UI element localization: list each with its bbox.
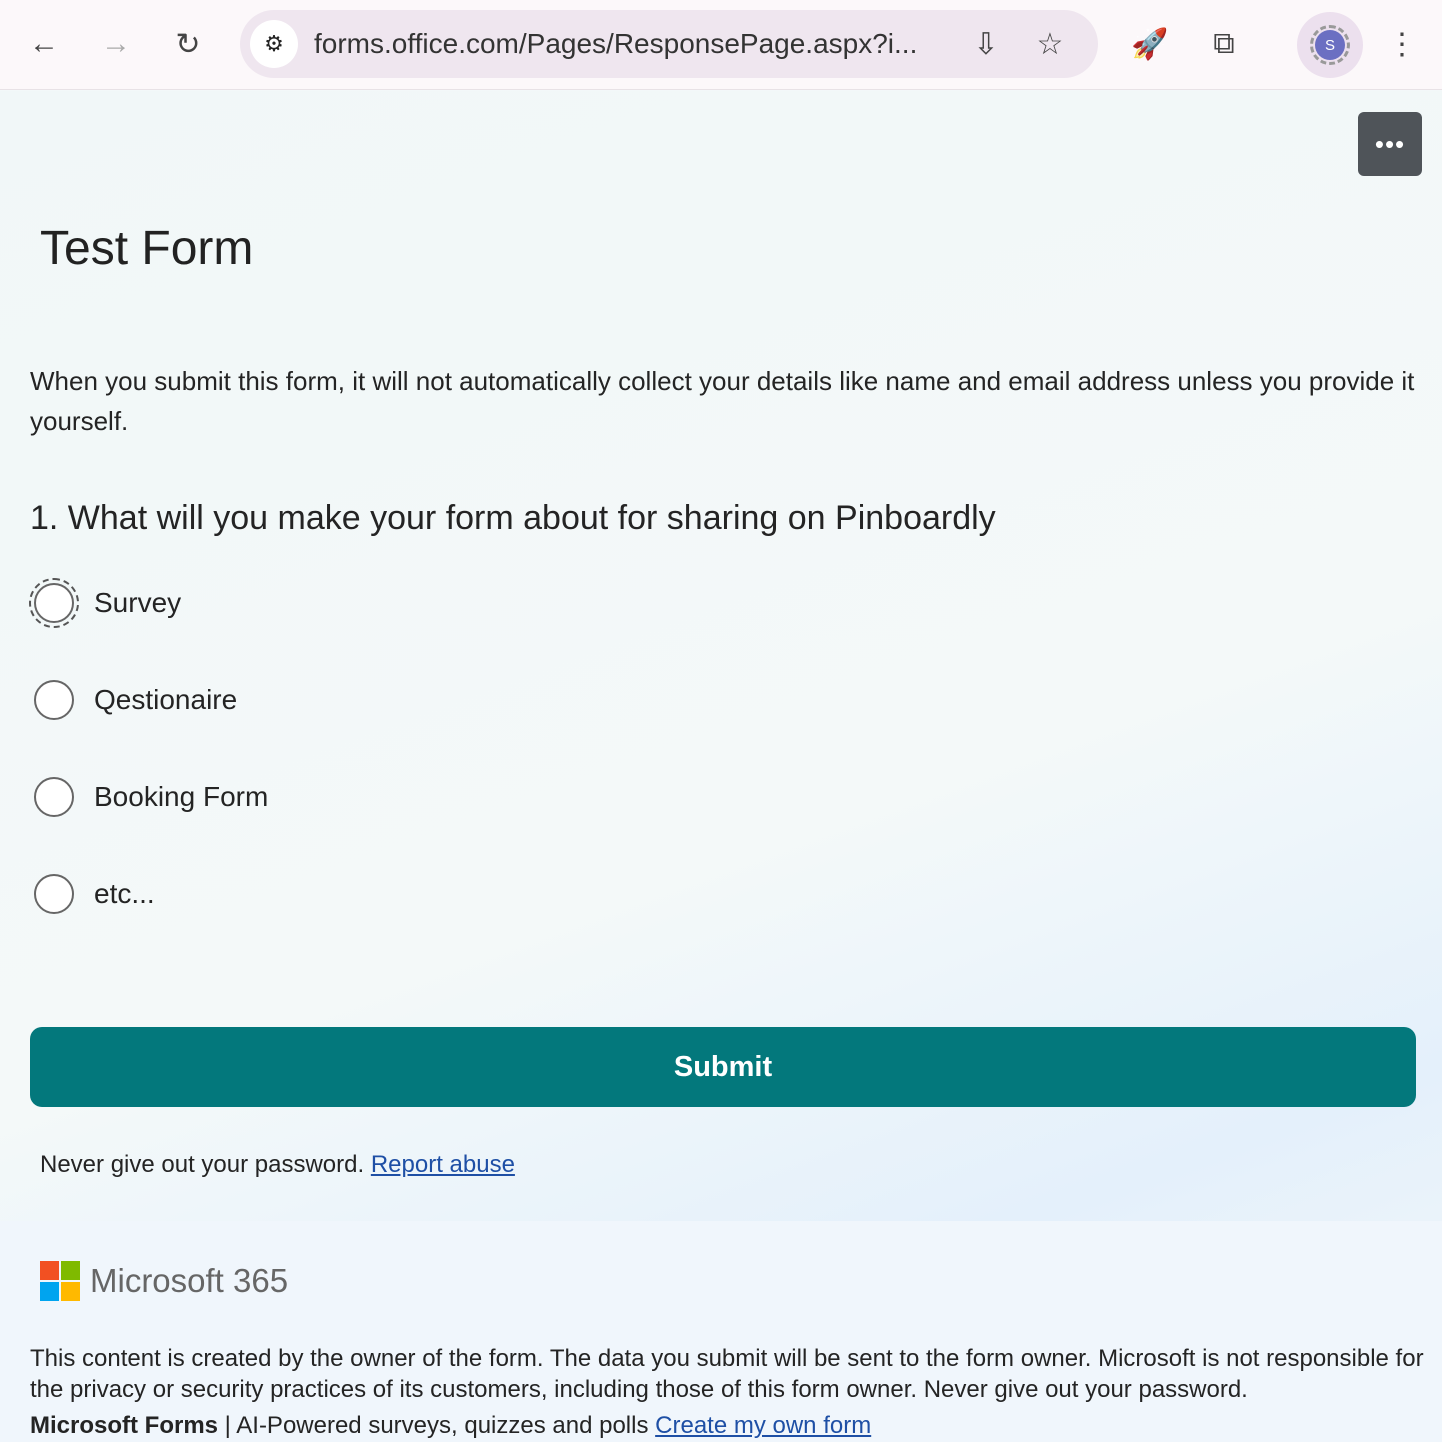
password-note: Never give out your password. Report abuse (40, 1151, 515, 1178)
reload-icon[interactable]: ↻ (175, 27, 201, 61)
radio-button[interactable] (34, 680, 74, 720)
microsoft-365-logo: Microsoft 365 (40, 1261, 288, 1301)
install-app-icon[interactable]: ⇩ (973, 27, 999, 61)
menu-kebab-icon[interactable]: ⋮ (1387, 27, 1417, 61)
option-survey[interactable]: Survey (30, 583, 181, 623)
disclaimer-text: This content is created by the owner of the form. The data you submit will be sent to the form owner. Microsoft is not responsible for the privacy or security practices of its customers, including those of this form owner. Never give out your password. (30, 1345, 1424, 1403)
extensions-icon[interactable]: ⧉ (1213, 27, 1235, 60)
forward-icon[interactable]: → (101, 27, 131, 60)
radio-button[interactable] (34, 583, 74, 623)
url-text[interactable]: forms.office.com/Pages/ResponsePage.aspx?i... (314, 28, 918, 59)
more-options-button[interactable]: ••• (1358, 112, 1422, 176)
option-qestionaire[interactable]: Qestionaire (30, 680, 237, 720)
profile-avatar[interactable]: S (1297, 12, 1363, 78)
radio-button[interactable] (34, 874, 74, 914)
footer (0, 1221, 1442, 1442)
report-abuse-link[interactable]: Report abuse (370, 1151, 515, 1178)
create-form-link[interactable]: Create my own form (655, 1412, 872, 1439)
address-bar[interactable] (240, 10, 1098, 78)
radio-button[interactable] (34, 777, 74, 817)
question-title: 1. What will you make your form about for sharing on Pinboardly (30, 499, 996, 537)
browser-toolbar (0, 0, 1442, 90)
site-settings-icon[interactable]: ⚙ (250, 20, 298, 68)
footer-product-line: Microsoft Forms | AI-Powered surveys, quizzes and polls Create my own form (30, 1412, 872, 1439)
microsoft-logo-icon (40, 1261, 80, 1301)
submit-button[interactable]: Submit (30, 1027, 1416, 1107)
form-page (0, 91, 1442, 1442)
option-booking-form[interactable]: Booking Form (30, 777, 268, 817)
rocket-extension-icon[interactable]: 🚀 (1131, 27, 1169, 61)
back-icon[interactable]: ← (29, 27, 59, 60)
option-etc[interactable]: etc... (30, 874, 155, 914)
bookmark-star-icon[interactable]: ☆ (1036, 27, 1064, 61)
form-intro: When you submit this form, it will not automatically collect your details like name and email address unless you provide it yourself. (30, 366, 1415, 436)
form-title: Test Form (40, 222, 254, 275)
